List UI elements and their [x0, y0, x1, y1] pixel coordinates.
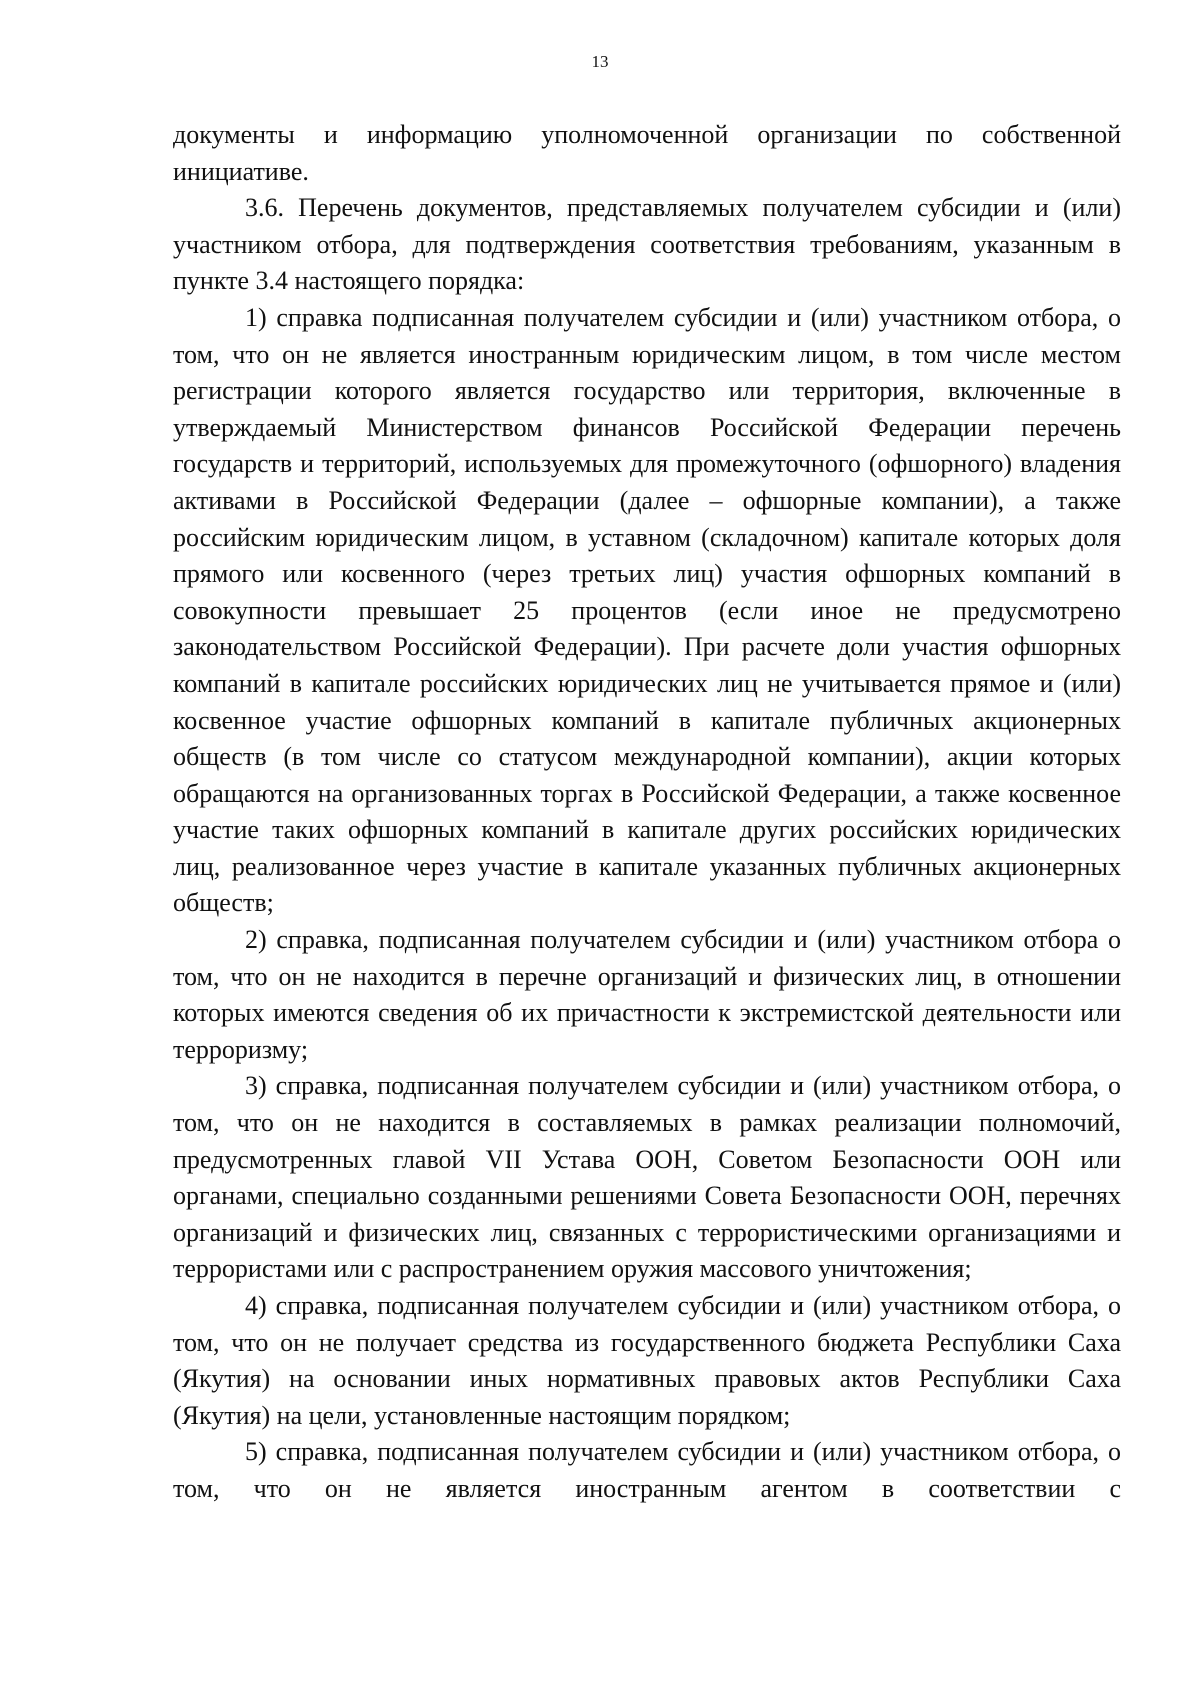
- paragraph-item-1: 1) справка подписанная получателем субсидии и (или) участником отбора, о том, что он не является иностранным юридическим лицом, в том числе местом регистрации которого является государство или территория, включенные в утверждаемый Министерством финансов Российской Федерации перечень государств и территорий, используемых для промежуточного (офшорного) владения активами в Российской Федерации (далее – офшорные компании), а также российским юридическим лицом, в уставном (складочном) капитале которых доля прямого или косвенного (через третьих лиц) участия офшорных компаний в совокупности превышает 25 процентов (если иное не предусмотрено законодательством Российской Федерации). При расчете доли участия офшорных компаний в капитале российских юридических лиц не учитывается прямое и (или) косвенное участие офшорных компаний в капитале публичных акционерных обществ (в том числе со статусом международной компании), акции которых обращаются на организованных торгах в Российской Федерации, а также косвенное участие таких офшорных компаний в капитале других российских юридических лиц, реализованное через участие в капитале указанных публичных акционерных обществ;: [173, 302, 1121, 918]
- document-body: [173, 117, 1121, 1508]
- paragraph-item-2: 2) справка, подписанная получателем субсидии и (или) участником отбора о том, что он не находится в перечне организаций и физических лиц, в отношении которых имеются сведения об их причастности к экстремистской деятельности или терроризму;: [173, 925, 1121, 1064]
- paragraph-item-4: 4) справка, подписанная получателем субсидии и (или) участником отбора, о том, что он не получает средства из государственного бюджета Республики Саха (Якутия) на основании иных нормативных правовых актов Республики Саха (Якутия) на цели, установленные настоящим порядком;: [173, 1291, 1121, 1430]
- paragraph-3-6-heading: 3.6. Перечень документов, представляемых получателем субсидии и (или) участником отбора, для подтверждения соответствия требованиям, указанным в пункте 3.4 настоящего порядка:: [173, 193, 1121, 296]
- paragraph-item-5: 5) справка, подписанная получателем субсидии и (или) участником отбора, о том, что он не является иностранным агентом в соответствии с: [173, 1437, 1121, 1503]
- page-number: 13: [591, 52, 609, 71]
- paragraph-item-3: 3) справка, подписанная получателем субсидии и (или) участником отбора, о том, что он не находится в составляемых в рамках реализации полномочий, предусмотренных главой VII Устава ООН, Советом Безопасности ООН или органами, специально созданными решениями Совета Безопасности ООН, перечнях организаций и физических лиц, связанных с террористическими организациями и террористами или с распространением оружия массового уничтожения;: [173, 1071, 1121, 1284]
- paragraph-continuation: документы и информацию уполномоченной организации по собственной инициативе.: [173, 120, 1121, 186]
